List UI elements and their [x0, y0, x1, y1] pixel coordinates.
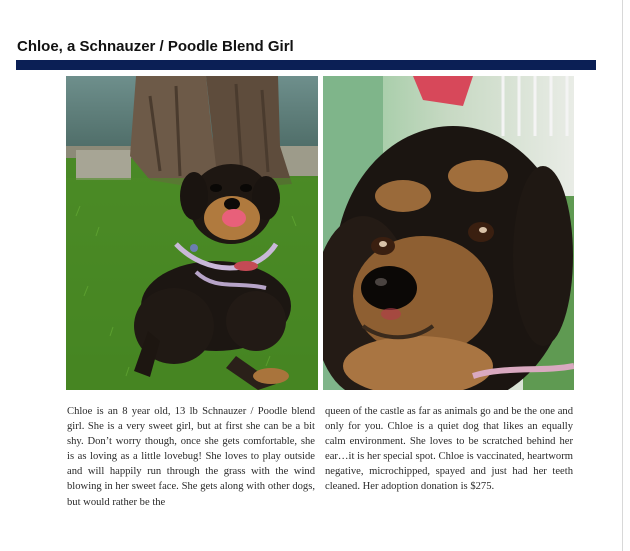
page-title: Chloe, a Schnauzer / Poodle Blend Girl — [17, 38, 294, 55]
description-column-right: queen of the castle as far as animals go and be the one and only for you. Chloe is a quiet dog that likes an equally calm environment. She loves to be scratched behind her ear…it is her special spot. Chloe is vaccinated, heartworm negative, microchipped, spayed and just had her teeth cleaned. Her adoption donation is $275. — [325, 406, 573, 493]
description-column-left: Chloe is an 8 year old, 13 lb Schnauzer / Poodle blend girl. She is a very sweet girl, but at first she can be a bit shy. Don’t worry though, once she gets comfortable, she is as loving as a little lovebug! She loves to play outside and will happily run through the grass with the wind blowing in her sweet face. She gets along with other dogs, but would rather be the — [67, 406, 315, 508]
page-edge-divider — [622, 0, 623, 551]
photo-dog-closeup — [323, 76, 574, 390]
photo-dog-on-grass — [66, 76, 318, 390]
title-underline-bar — [16, 60, 596, 70]
